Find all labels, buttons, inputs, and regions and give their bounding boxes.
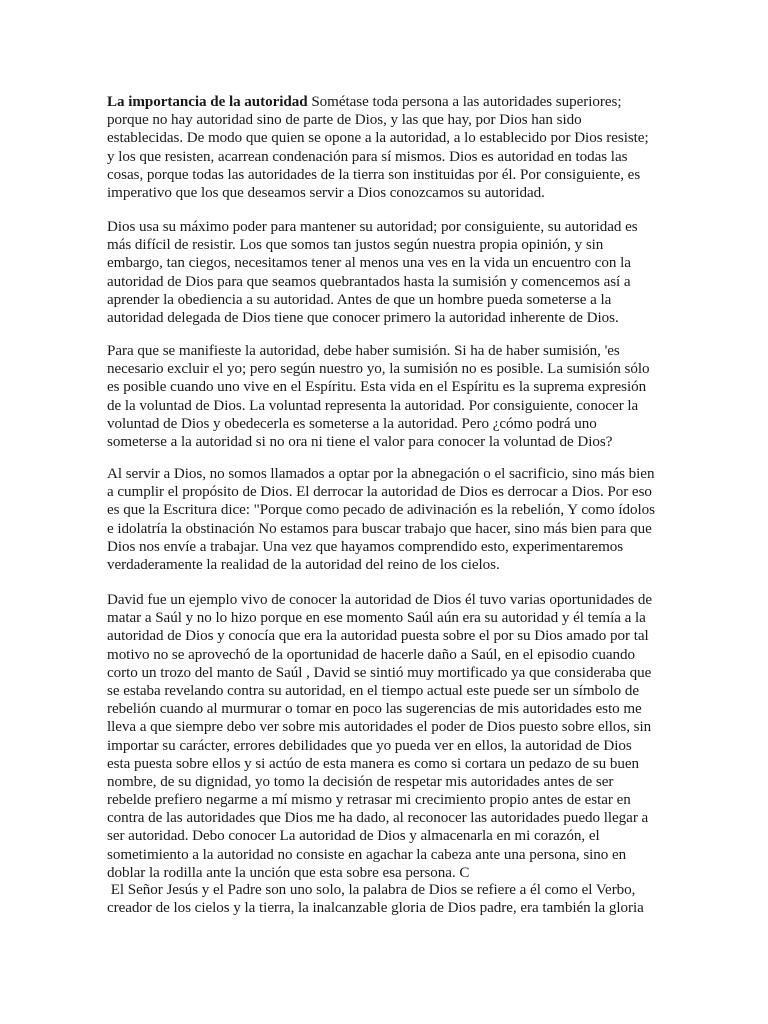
paragraph-line: nombre, de su dignidad, yo tomo la decisión de respetar mis autoridades antes de ser	[107, 773, 614, 790]
paragraph-line: Dios nos envíe a trabajar. Una vez que hayamos comprendido esto, experimentaremos	[107, 538, 624, 555]
paragraph-line: verdaderamente la realidad de la autoridad del reino de los cielos.	[107, 556, 500, 573]
paragraph-line: más difícil de resistir. Los que somos tan justos según nuestra propia opinión, y sin	[107, 237, 604, 254]
paragraph-line: someterse a la autoridad si no ora ni tiene el valor para conocer la voluntad de Dios?	[107, 433, 613, 450]
paragraph-1	[107, 93, 663, 202]
paragraph-line: se estaba revelando contra su autoridad, en el tiempo actual este puede ser un símbolo de	[107, 682, 640, 699]
paragraph-line: autoridad de Dios y conocía que era la autoridad puesta sobre el por su Dios amado por tal	[107, 628, 649, 645]
paragraph-line: a cumplir el propósito de Dios. El derrocar la autoridad de Dios es derrocar a Dios. Por eso	[107, 484, 652, 501]
paragraph-line: doblar la rodilla ante la unción que esta sobre esa persona. C	[107, 864, 470, 881]
section-heading: La importancia de la autoridad	[107, 94, 308, 110]
paragraph-line: ser autoridad. Debo conocer La autoridad de Dios y almacenarla en mi corazón, el	[107, 828, 600, 845]
paragraph-2	[107, 218, 663, 327]
paragraph-line: e idolatría la obstinación No estamos para buscar trabajo que hacer, sino más bien para que	[107, 520, 652, 537]
paragraph-line: aprender la obediencia a su autoridad. Antes de que un hombre pueda someterse a la	[107, 291, 612, 308]
paragraph-line: de la voluntad de Dios. La voluntad representa la autoridad. Por consiguiente, conocer la	[107, 397, 639, 414]
paragraph-line: El Señor Jesús y el Padre son uno solo, la palabra de Dios se refiere a él como el Verbo,	[107, 882, 636, 898]
paragraph-line: es que la Escritura dice: "Porque como pecado de adivinación es la rebelión, Y como ídolos	[107, 502, 655, 519]
paragraph-4	[107, 465, 663, 574]
paragraph-line: Al servir a Dios, no somos llamados a optar por la abnegación o el sacrificio, sino más bien	[107, 466, 655, 482]
line-text: Sométase toda persona a las autoridades superiores;	[307, 94, 622, 110]
paragraph-line: Para que se manifieste la autoridad, debe haber sumisión. Si ha de haber sumisión, 'es	[107, 343, 620, 359]
paragraph-5	[107, 591, 663, 882]
paragraph-line: corto un trozo del manto de Saúl , David se sintió muy mortificado ya que consideraba que	[107, 664, 652, 681]
paragraph-line: autoridad delegada de Dios tiene que conocer primero la autoridad inherente de Dios.	[107, 309, 619, 326]
paragraph-line: cosas, porque todas las autoridades de la tierra son instituidas por él. Por consiguiente, es	[107, 166, 641, 183]
paragraph-line: voluntad de Dios y obedecerla es someterse a la autoridad. Pero ¿cómo podrá uno	[107, 415, 597, 432]
paragraph-line: porque no hay autoridad sino de parte de Dios, y las que hay, por Dios han sido	[107, 112, 582, 129]
paragraph-6	[107, 881, 663, 917]
paragraph-line: lleva a que siempre debo ver sobre mis autoridades el poder de Dios puesto sobre ellos, sin	[107, 719, 652, 736]
paragraph-line: rebelde prefiero negarme a mí mismo y retrasar mi crecimiento propio antes de estar en	[107, 792, 631, 809]
paragraph-line: embargo, tan ciegos, necesitamos tener al menos una ves en la vida un encuentro con la	[107, 255, 631, 272]
paragraph-line: autoridad de Dios para que seamos quebrantados hasta la sumisión y comencemos así a	[107, 273, 631, 290]
paragraph-line: imperativo que los que deseamos servir a Dios conozcamos su autoridad.	[107, 184, 545, 201]
paragraph-line: David fue un ejemplo vivo de conocer la autoridad de Dios él tuvo varias oportunidades de	[107, 592, 653, 608]
paragraph-line: esta puesta sobre ellos y si actúo de esta manera es como si cortara un pedazo de su buen	[107, 755, 640, 772]
paragraph-line	[107, 93, 663, 111]
paragraph-3	[107, 342, 663, 451]
paragraph-line: Dios usa su máximo poder para mantener su autoridad; por consiguiente, su autoridad es	[107, 219, 638, 235]
paragraph-line: importar su carácter, errores debilidades que yo pueda ver en ellos, la autoridad de Dios	[107, 737, 632, 754]
paragraph-line: es posible cuando uno vive en el Espíritu. Esta vida en el Espíritu es la suprema expresión	[107, 379, 647, 396]
paragraph-line: contra de las autoridades que Dios me ha dado, al reconocer las autoridades puedo llegar a	[107, 810, 649, 827]
paragraph-line: necesario excluir el yo; pero según nuestro yo, la sumisión no es posible. La sumisión sólo	[107, 361, 650, 378]
paragraph-line: rebelión cuando al murmurar o tomar en poco las sugerencias de mis autoridades esto me	[107, 701, 642, 718]
paragraph-line: establecidas. De modo que quien se opone a la autoridad, a lo establecido por Dios resiste;	[107, 130, 649, 147]
paragraph-line: sometimiento a la autoridad no consiste en agachar la cabeza ante una persona, sino en	[107, 846, 627, 863]
paragraph-line: matar a Saúl y no lo hizo porque en ese momento Saúl aún era su autoridad y él temía a la	[107, 610, 646, 627]
paragraph-line: motivo no se aprovechó de la oportunidad de hacerle daño a Saúl, en el episodio cuando	[107, 646, 636, 663]
paragraph-line: creador de los cielos y la tierra, la inalcanzable gloria de Dios padre, era también la gloria	[107, 900, 644, 917]
paragraph-line: y los que resisten, acarrean condenación para sí mismos. Dios es autoridad en todas las	[107, 148, 628, 165]
